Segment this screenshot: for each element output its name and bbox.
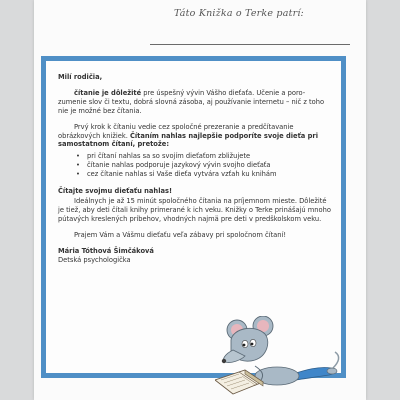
first-step-text: Prvý krok k čítaniu vedie cez spoločné prezeranie a predčítavanie obrázkových knižiek. (58, 122, 294, 140)
mouse-reading-illustration (215, 316, 343, 396)
owner-title: Táto Knižka o Terke patrí: (174, 8, 304, 19)
owner-name-line (150, 44, 350, 45)
importance-bold-lead: čítanie je dôležité (74, 88, 142, 97)
signer-role: Detská psychologička (58, 255, 131, 264)
list-item: • cez čítanie nahlas si Vaše dieťa vytvára vzťah ku knihám (76, 170, 331, 179)
closing-sentence: Prajem Vám a Vášmu dieťaťu veľa zábavy pri spoločnom čítaní! (74, 230, 287, 239)
paragraph-importance (58, 89, 331, 116)
list-item: • čítanie nahlas podporuje jazykový vývin svojho dieťaťa (76, 161, 331, 170)
signer-name: Mária Tóthová Šimčáková (58, 246, 154, 255)
first-step-bold: Čítaním nahlas najlepšie podporíte svoje dieťa pri samostatnom čítaní, pretože: (58, 131, 318, 149)
letter-greeting: Milí rodičia, (58, 73, 103, 81)
benefits-list (58, 152, 331, 179)
list-item: • pri čítaní nahlas sa so svojím dieťaťom zbližujete (76, 152, 331, 161)
read-aloud-heading: Čítajte svojmu dieťaťu nahlas! (58, 187, 173, 196)
paragraph-first-step (58, 123, 331, 150)
paragraph-ideal-time: Ideálnych je až 15 minút spoločného čítania na príjemnom mieste. Dôležité je tiež, aby deti čítali knihy primerané k ich veku. Knižky o Terke prinášajú mnoho pútavých kreslených príbehov, vhodných najmä pre deti v predškolskom veku. (58, 196, 331, 223)
importance-text: pre úspešný vývin Vášho dieťaťa. Učenie a poro-zumenie slov či textu, dobrá slovná zásoba, aj používanie internetu – nič z toho nie je možné bez čítania. (58, 88, 325, 115)
